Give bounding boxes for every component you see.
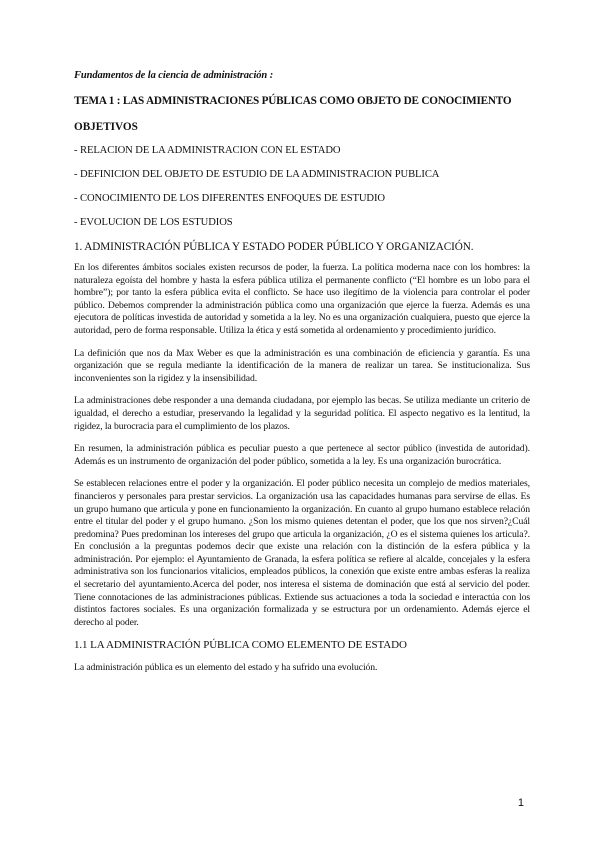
objetivo-item: - RELACION DE LA ADMINISTRACION CON EL ESTADO — [74, 145, 341, 156]
objetivo-item: - DEFINICION DEL OBJETO DE ESTUDIO DE LA ADMINISTRACION PUBLICA — [74, 169, 440, 180]
page-content — [74, 70, 530, 685]
section-1-paragraph: En resumen, la administración pública es peculiar puesto a que pertenece al sector público (investida de autoridad). Además es un instrumento de organización del poder público, sometida a la ley. Es una organización burocrática. — [74, 443, 530, 467]
section-1-paragraph: La definición que nos da Max Weber es que la administración es una combinación de eficiencia y garantía. Es una organización que se regula mediante la identificación de la manera de realizar un tarea. Se institucionaliza. Sus inconvenientes son la rigidez y la insensibilidad. — [74, 347, 530, 384]
course-title: Fundamentos de la ciencia de administración : — [74, 70, 274, 81]
section-1-paragraph: Se establecen relaciones entre el poder y la organización. El poder público necesita un complejo de medios materiales, financieros y personales para prestar servicios. La organización usa las capacidades humanas para servirse de ellas. Es un grupo humano que articula y pone en funcionamiento la organización. En cuanto al grupo humano establece relación entre el titular del poder y el grupo humano. ¿Son los mismo quienes detentan el poder, que los que nos sirven?¿Cuál predomina? Pues predominan los intereses del grupo que articula la organización, ¿O es el sistema quienes los articula?. En conclusión a la preguntas podemos decir que existe una relación con la distinción de la esfera pública y la administración. Por ejemplo: el Ayuntamiento de Granada, la esfera política se refiere al alcalde, concejales y la esfera administrativa son los funcionarios vitalicios, empleados públicos, la conexión que existe entre ambas esferas la realiza el secretario del ayuntamiento.Acerca del poder, nos interesa el sistema de dominación que está al servicio del poder. Tiene connotaciones de las administraciones públicas. Extiende sus actuaciones a toda la sociedad e interactúa con los distintos factores sociales. Es una organización formalizada y se estructura por un ordenamiento. Además ejerce el derecho al poder. — [74, 478, 530, 628]
objetivo-item: - CONOCIMIENTO DE LOS DIFERENTES ENFOQUES DE ESTUDIO — [74, 193, 385, 204]
section-1-heading: 1. ADMINISTRACIÓN PÚBLICA Y ESTADO PODER PÚBLICO Y ORGANIZACIÓN. — [74, 241, 474, 253]
section-1-paragraph: La administraciones debe responder a una demanda ciudadana, por ejemplo las becas. Se utiliza mediante un criterio de igualdad, el derecho a estudiar, preservando la legalidad y la seguridad política. El aspecto negativo es la lentitud, la rigidez, la burocracia para el cumplimiento de los plazos. — [74, 395, 530, 432]
tema-title: TEMA 1 : LAS ADMINISTRACIONES PÚBLICAS COMO OBJETO DE CONOCIMIENTO — [74, 95, 512, 107]
section-1-1-heading: 1.1 LA ADMINISTRACIÓN PÚBLICA COMO ELEMENTO DE ESTADO — [74, 639, 407, 652]
page-number: 1 — [517, 797, 524, 809]
objetivos-heading: OBJETIVOS — [74, 121, 138, 133]
objetivo-item: - EVOLUCION DE LOS ESTUDIOS — [74, 217, 233, 228]
objetivos-list — [74, 145, 530, 228]
section-1-paragraph: En los diferentes ámbitos sociales existen recursos de poder, la fuerza. La política moderna nace con los hombres: la naturaleza egoísta del hombre y hasta la esfera pública utiliza el permanente conflicto (“El hombre es un lobo para el hombre”); por tanto la esfera pública evita el conflicto. Se hace uso ilegítimo de la violencia para controlar el poder público. Debemos comprender la administración pública como una organización que ejerce la fuerza. Además es una ejecutora de políticas investida de autoridad y sometida a la ley. No es una organización cualquiera, puesto que ejerce la autoridad, pero de forma responsable. Utiliza la ética y está sometida al ordenamiento y procedimiento jurídico. — [74, 262, 530, 336]
section-1-1-paragraph: La administración pública es un elemento del estado y ha sufrido una evolución. — [74, 662, 378, 674]
